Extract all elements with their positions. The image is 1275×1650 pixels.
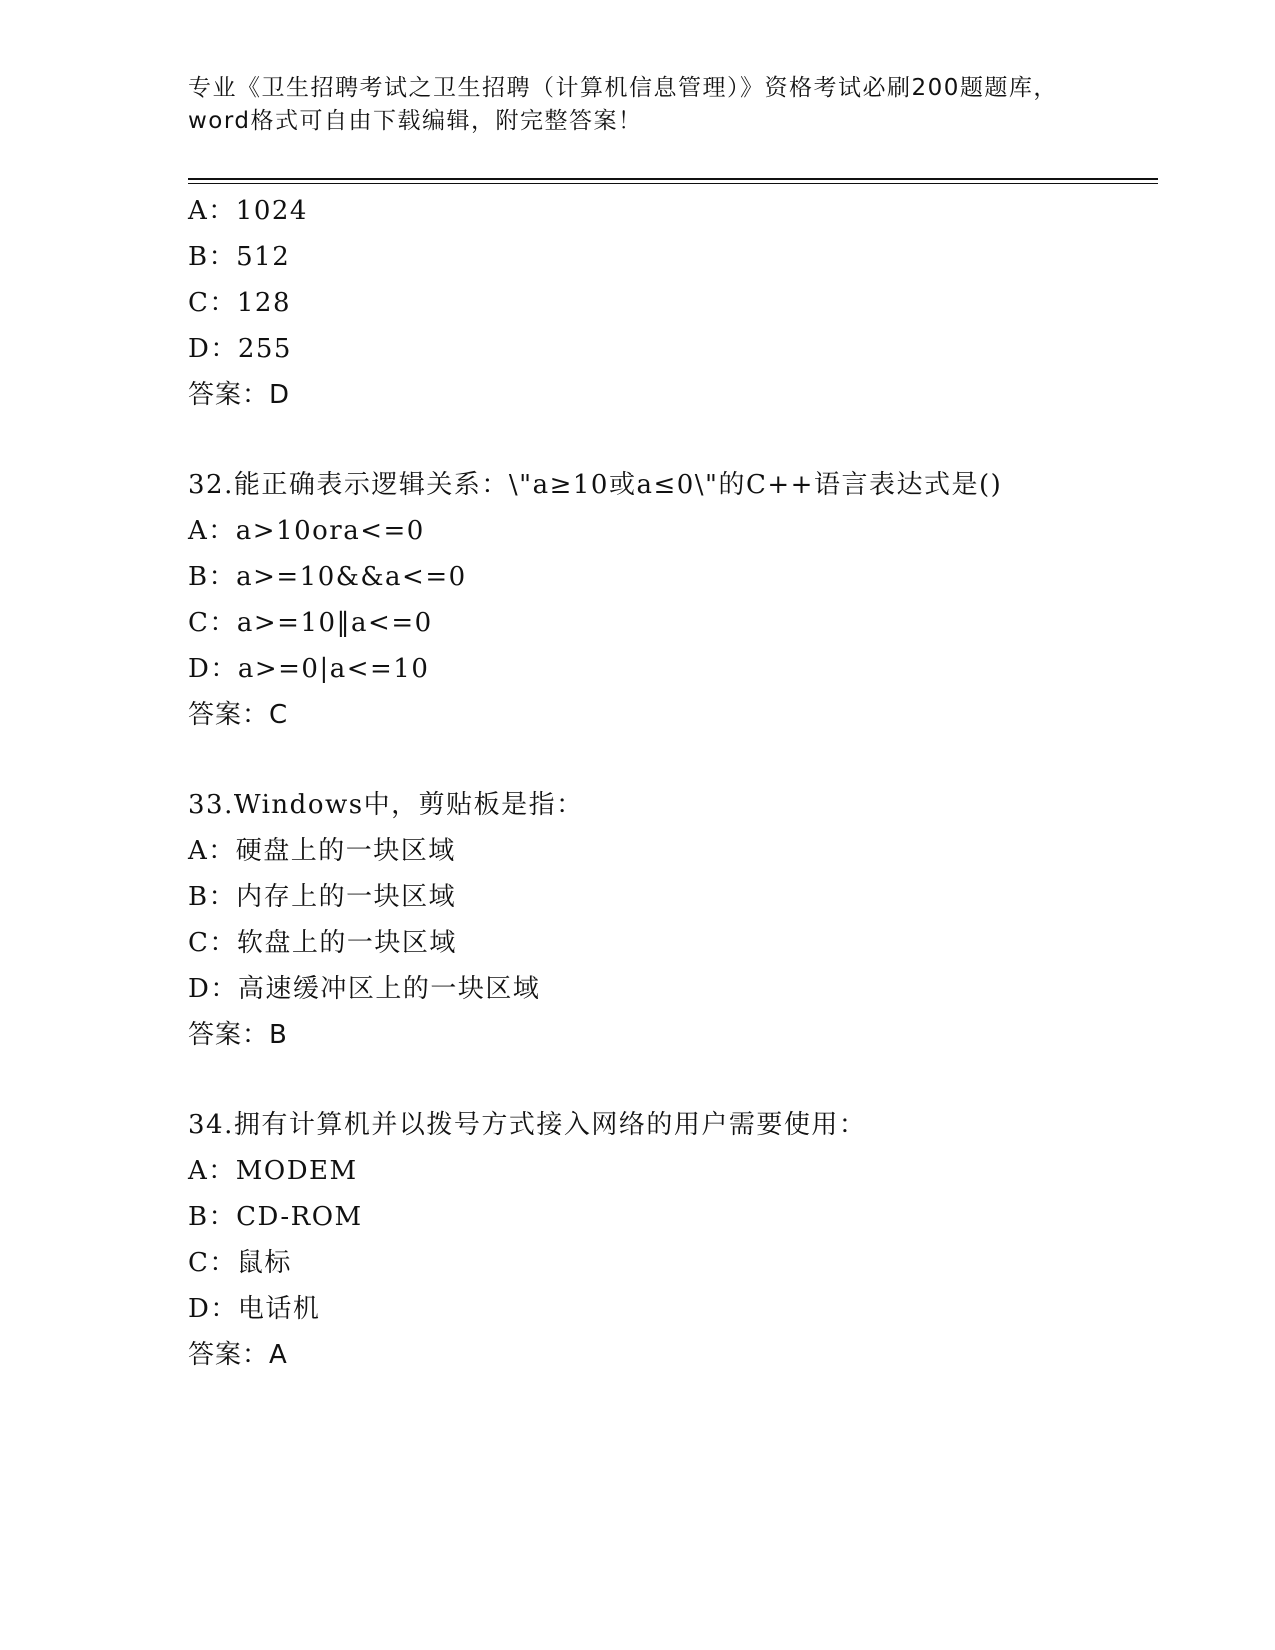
option-a: A：MODEM — [188, 1156, 358, 1186]
option-a: A：1024 — [188, 196, 308, 226]
spacer — [188, 738, 1188, 782]
header-line-1: 专业《卫生招聘考试之卫生招聘（计算机信息管理）》资格考试必刷200题题库， — [188, 75, 1058, 101]
question-block-34 — [188, 1102, 1188, 1378]
header-divider-thick — [188, 178, 1158, 180]
option-b: B：内存上的一块区域 — [188, 882, 457, 912]
header-divider-thin — [188, 183, 1158, 184]
answer-line: 答案：C — [188, 700, 289, 730]
header-line-2: word格式可自由下载编辑，附完整答案！ — [188, 108, 643, 134]
answer-line: 答案：A — [188, 1340, 288, 1370]
option-c: C：鼠标 — [188, 1248, 292, 1278]
question-block-31 — [188, 188, 1188, 418]
spacer — [188, 418, 1188, 462]
option-c: C：128 — [188, 288, 292, 318]
option-c: C：软盘上的一块区域 — [188, 928, 457, 958]
document-header — [188, 72, 1088, 138]
option-d: D：电话机 — [188, 1294, 321, 1324]
question-text: 32.能正确表示逻辑关系：\"a≥10或a≤0\"的C++语言表达式是() — [188, 470, 1003, 500]
option-c: C：a>=10‖a<=0 — [188, 608, 433, 638]
answer-line: 答案：D — [188, 380, 291, 410]
question-text: 34.拥有计算机并以拨号方式接入网络的用户需要使用： — [188, 1110, 867, 1140]
option-a: A：a>10ora<=0 — [188, 516, 425, 546]
option-b: B：CD-ROM — [188, 1202, 363, 1232]
option-b: B：512 — [188, 242, 291, 272]
spacer — [188, 1058, 1188, 1102]
answer-line: 答案：B — [188, 1020, 288, 1050]
option-d: D：a>=0|a<=10 — [188, 654, 430, 684]
option-d: D：255 — [188, 334, 292, 364]
option-d: D：高速缓冲区上的一块区域 — [188, 974, 541, 1004]
question-block-33 — [188, 782, 1188, 1058]
question-block-32 — [188, 462, 1188, 738]
option-b: B：a>=10&&a<=0 — [188, 562, 467, 592]
question-list — [188, 188, 1188, 1378]
option-a: A：硬盘上的一块区域 — [188, 836, 456, 866]
question-text: 33.Windows中，剪贴板是指： — [188, 790, 584, 820]
